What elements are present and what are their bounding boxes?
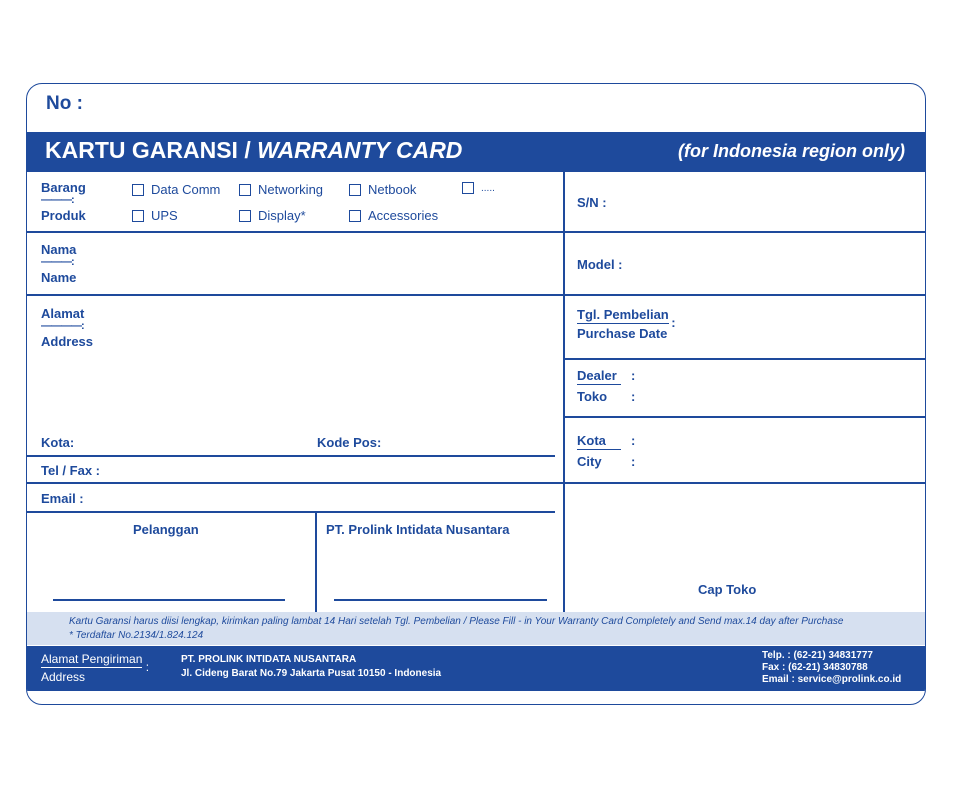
footer-company-name: PT. PROLINK INTIDATA NUSANTARA [181,654,357,665]
footer-telephone: Telp. : (62-21) 34831777 [762,650,873,661]
row-divider-city [27,455,555,457]
store-city-label [577,432,635,471]
name-label [41,242,76,285]
instruction-text: Kartu Garansi harus diisi lengkap, kirimkan paling lambat 14 Hari setelah Tgl. Pembelian / Please Fill - in Your Warranty Card Completely and Send max.14 day after Purchase [69,616,844,627]
title-main-text: KARTU GARANSI / [45,137,258,163]
option-data-comm[interactable] [132,182,220,197]
option-ups[interactable] [132,208,178,223]
option-other[interactable] [462,182,495,194]
checkbox[interactable] [349,210,361,222]
dealer-label-top: Dealer [577,368,621,385]
customer-signature-label: Pelanggan [133,522,199,537]
dealer-label-bottom: Toko [577,389,608,404]
name-label-dash: ———: [41,256,74,268]
checkbox[interactable] [462,182,474,194]
dealer-colon: : [631,368,636,383]
email-label: Email : [41,491,84,506]
company-signature-line [334,599,547,601]
ship-label-bottom: Address [41,670,86,684]
row-divider-tel [27,482,925,484]
product-label [41,180,86,223]
option-label: Networking [258,182,324,197]
card-number-label: No : [46,93,83,114]
customer-signature-line [53,599,285,601]
option-label: UPS [151,208,178,223]
checkbox[interactable] [132,210,144,222]
shipping-address-label [41,652,150,674]
column-divider [563,172,565,612]
ship-colon: : [145,660,150,674]
option-accessories[interactable] [349,208,438,223]
name-label-top: Nama [41,242,77,257]
kota-colon: : [631,433,636,448]
option-display[interactable] [239,208,306,223]
product-label-dash: ———: [41,194,74,206]
product-label-top: Barang [41,180,86,195]
footer-email: Email : service@prolink.co.id [762,674,902,685]
tel-fax-label: Tel / Fax : [41,463,100,478]
option-networking[interactable] [239,182,323,197]
option-netbook[interactable] [349,182,416,197]
serial-number-label: S/N : [577,195,607,210]
dealer-label [577,367,635,406]
row-divider-1 [27,231,925,233]
row-divider-email [27,511,555,513]
title-italic-text: WARRANTY CARD [257,137,463,163]
signature-divider [315,512,317,612]
city-label-bottom: City [577,454,602,469]
footer-fax: Fax : (62-21) 34830788 [762,662,868,673]
checkbox[interactable] [239,184,251,196]
purchase-colon: : [671,315,676,330]
address-label-dash: ————: [41,320,84,332]
address-label [41,306,93,349]
toko-colon: : [631,389,636,404]
address-label-bottom: Address [41,334,94,349]
checkbox[interactable] [132,184,144,196]
ship-label-top: Alamat Pengiriman [41,652,143,666]
option-label: Data Comm [151,182,221,197]
city-field-label: Kota: [41,435,75,450]
option-label: Netbook [368,182,417,197]
city-colon: : [631,454,636,469]
purchase-label-top: Tgl. Pembelian [577,307,669,322]
name-label-bottom: Name [41,270,77,285]
right-divider-4 [564,416,926,418]
address-label-top: Alamat [41,306,85,321]
warranty-card [26,83,926,705]
registration-number: * Terdaftar No.2134/1.824.124 [69,630,204,641]
zip-field-label: Kode Pos: [317,435,382,450]
region-note: (for Indonesia region only) [677,141,905,161]
model-label: Model : [577,257,623,272]
footer-street-address: Jl. Cideng Barat No.79 Jakarta Pusat 10150 - Indonesia [181,668,442,679]
purchase-date-label [577,306,676,341]
card-title [45,137,462,164]
purchase-label-bottom: Purchase Date [577,326,668,341]
checkbox[interactable] [239,210,251,222]
option-label: ..... [481,182,495,194]
company-signature-label: PT. Prolink Intidata Nusantara [326,522,510,537]
product-label-bottom: Produk [41,208,86,223]
row-divider-2 [27,294,925,296]
right-divider-3 [564,358,926,360]
store-stamp-label: Cap Toko [698,582,757,597]
checkbox[interactable] [349,184,361,196]
kota-label-top: Kota [577,433,621,450]
option-label: Display* [258,208,306,223]
option-label: Accessories [368,208,439,223]
